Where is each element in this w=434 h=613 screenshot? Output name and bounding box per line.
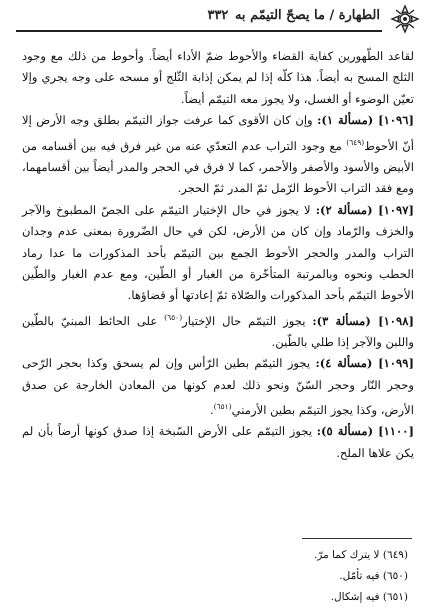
footnote-marker[interactable]: (٦٤٩) (346, 137, 365, 147)
footnote-separator (302, 538, 412, 539)
footnote: (٦٥٠) فيه تأمّل. (339, 570, 408, 582)
issue-label: [١٠٩٨] (مسألة ٣): (312, 313, 414, 328)
paragraph-text-cont: . (209, 403, 214, 418)
footnote: (٦٥١) فيه إشكال. (330, 591, 408, 603)
paragraph-text-cont: على الحائط المبنيّ بالطّين واللبن والآجر إذا طلي بالطّين. (22, 313, 414, 349)
paragraph-text: يجوز التيمّم حال الإختيار (182, 313, 306, 328)
paragraph-text: يجوز التيمّم على الأرض السّبخة إذا صدق كونها أرضاً بأن لم يكن علاها الملح. (22, 424, 414, 460)
paragraph-masala-3 (22, 307, 414, 354)
footnote: (٦٤٩) لا يترك كما مرّ. (313, 549, 408, 561)
footnote-marker[interactable]: (٦٥١) (213, 402, 232, 412)
footnotes (22, 545, 408, 608)
footnote-marker[interactable]: (٦٥٠) (164, 312, 183, 322)
paragraph-masala-4 (22, 353, 414, 421)
issue-label: [١٠٩٩] (مسألة ٤): (315, 356, 414, 371)
issue-label: [١٠٩٦] (مسألة ١): (317, 113, 414, 128)
page-header (16, 4, 420, 34)
paragraph-text: وإن كان الأقوى كما عرفت جواز التيمّم بطلق وجه الأرض إلا أنّ الأحوط (22, 113, 415, 153)
paragraph-text-cont: مع وجود التراب عدم التعدّي عنه من غير فرق فيه بين أقسامه من الأبيض والأسود والأصفر والأحمر، كما لا فرق في الحجر والمدر أيضاً بين أقسامهما، ومع فقد التراب الأحوط الرّمل ثمّ المدر ثمّ الحجر. (22, 138, 414, 196)
paragraph-intro (22, 46, 414, 110)
issue-label: [١١٠٠] (مسألة ٥): (316, 424, 414, 439)
header-rule (16, 30, 382, 32)
paragraph-text: يجوز التيمّم بطين الرّأس وإن لم يسحق وكذا بحجر الرّحى وحجر النّار وحجر السّنّ ونحو ذلك لعدم كونها من المعادن الخارجة عن صدق الأرض، وكذا يجوز التيمّم بطين الأرمني (22, 356, 414, 418)
paragraph-masala-1 (22, 110, 414, 199)
paragraph-text: لا يجوز في حال الإختيار التيمّم على الجصّ المطبوخ والآجر والخزف والرّماد وإن كان من الأرض، لكن في حال الضّرورة بمعنى عدم وجدان التراب والمدر والحجر الأحوط الجمع بين التيمّم بأحد المذكورات ما عدا رماد الحطب ونحوه وبالمرتبة المتأخّرة من الغبار أو الطّين، ومع عدم الغبار والطّين الأحوط التيمّم بأحد المذكورات والصّلاة ثمّ إعادتها أو قضاؤها. (22, 202, 414, 303)
paragraph-masala-5 (22, 421, 414, 464)
ornament-icon (390, 4, 420, 34)
issue-label: [١٠٩٧] (مسألة ٢): (315, 202, 414, 217)
page-number: ٣٣٢ (207, 8, 229, 23)
main-text (22, 46, 414, 464)
running-head (207, 8, 380, 23)
paragraph-text: لقاعد الطّهورين كفاية القضاء والأحوط ضمّ الأداء أيضاً. وأحوط من ذلك مع وجود الثلج المسح به أيضاً. هذا كلّه إذا لم يمكن إذابة الثّلج أو مسحه على وجه يجري وإلا تعيّن الوضوء أو الغسل، ولا يجوز معه التيمّم أيضاً. (22, 49, 414, 106)
running-title: الطهارة / ما يصحّ التيمّم به (234, 8, 380, 23)
paragraph-masala-2 (22, 200, 414, 307)
